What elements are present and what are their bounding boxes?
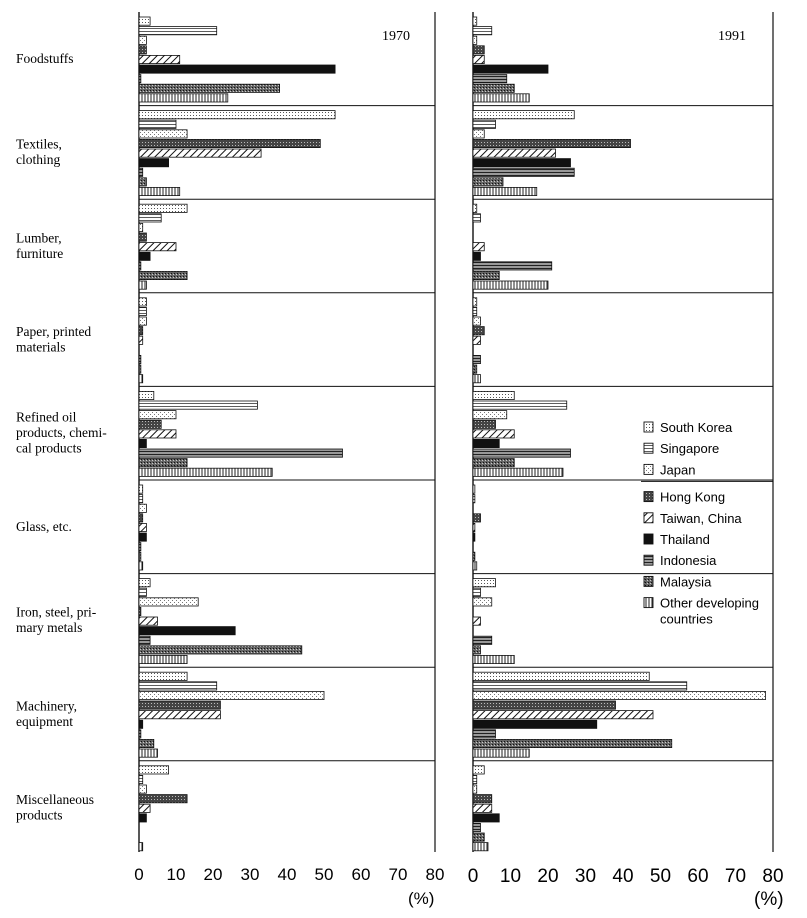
x-tick-label: 20 xyxy=(203,865,223,884)
bar xyxy=(473,204,477,212)
bar xyxy=(139,307,146,315)
legend-swatch xyxy=(644,422,653,432)
bar xyxy=(139,730,141,738)
year-label-1970: 1970 xyxy=(382,29,410,44)
category-label xyxy=(16,324,91,355)
bar xyxy=(139,804,150,812)
bar xyxy=(473,75,507,83)
bar xyxy=(139,607,141,615)
bar xyxy=(139,317,146,325)
category-label xyxy=(16,137,62,168)
category-label-line: mary metals xyxy=(16,620,83,636)
bar xyxy=(473,243,484,251)
x-tick-label: 60 xyxy=(351,865,371,884)
bar xyxy=(139,187,180,195)
x-ticks-1970 xyxy=(134,865,444,884)
legend xyxy=(641,420,773,627)
category-label xyxy=(16,605,97,636)
bar xyxy=(473,317,481,325)
bar xyxy=(139,523,146,531)
bar xyxy=(473,598,492,606)
year-label-1991: 1991 xyxy=(718,29,746,44)
bar xyxy=(139,55,180,63)
bar xyxy=(139,655,187,663)
category-label-line: materials xyxy=(16,339,66,355)
bar xyxy=(473,459,514,467)
bar xyxy=(139,682,217,690)
bar xyxy=(139,646,302,654)
bar xyxy=(473,111,574,119)
bar xyxy=(139,711,220,719)
bar xyxy=(473,655,514,663)
legend-label-line: Malaysia xyxy=(660,574,712,590)
bar xyxy=(473,552,475,560)
bar xyxy=(473,159,571,167)
category-label-line: Paper, printed xyxy=(16,323,92,339)
bar xyxy=(139,701,220,709)
bar xyxy=(139,843,143,851)
x-tick-label: 40 xyxy=(277,865,297,884)
category-label-line: Iron, steel, pri- xyxy=(16,604,97,620)
bar xyxy=(473,411,507,419)
bar xyxy=(473,588,481,596)
bar xyxy=(139,243,176,251)
legend-label xyxy=(660,553,717,568)
legend-label xyxy=(660,490,725,505)
x-tick-label: 30 xyxy=(240,865,260,884)
bar xyxy=(473,55,484,63)
bar xyxy=(139,766,169,774)
bar xyxy=(473,27,492,35)
x-tick-label: 20 xyxy=(537,866,559,887)
legend-label-line: Singapore xyxy=(660,441,720,457)
bar xyxy=(473,495,475,503)
category-label-line: Glass, etc. xyxy=(16,518,72,534)
bar xyxy=(473,766,484,774)
category-label-line: Miscellaneous xyxy=(16,791,94,807)
bar xyxy=(473,672,649,680)
bar xyxy=(473,711,653,719)
bar xyxy=(473,730,496,738)
bar xyxy=(473,514,481,522)
bar xyxy=(473,636,492,644)
x-tick-label: 70 xyxy=(388,865,408,884)
legend-label-line: Other developing xyxy=(660,595,760,611)
bar xyxy=(473,252,481,260)
bar xyxy=(139,814,146,822)
bar xyxy=(139,271,187,279)
legend-label xyxy=(660,511,742,526)
bar xyxy=(139,84,280,92)
bar xyxy=(139,214,161,222)
bar xyxy=(473,281,548,289)
bar xyxy=(473,775,477,783)
bar xyxy=(139,36,146,44)
bar xyxy=(473,139,631,147)
category-label-line: Refined oil xyxy=(16,409,77,425)
bar xyxy=(473,65,548,73)
category-label-line: furniture xyxy=(16,245,64,261)
bar xyxy=(473,262,552,270)
bar xyxy=(139,139,320,147)
bar xyxy=(473,355,481,363)
bar xyxy=(139,514,143,522)
bar xyxy=(473,785,477,793)
bar xyxy=(473,365,477,373)
category-label-line: products, chemi- xyxy=(16,425,107,441)
x-tick-label: 10 xyxy=(166,865,186,884)
bar xyxy=(139,411,176,419)
category-label xyxy=(16,519,72,534)
bar xyxy=(139,785,146,793)
category-label-line: Machinery, xyxy=(16,698,77,714)
bar xyxy=(473,814,499,822)
x-tick-label: 30 xyxy=(574,866,597,887)
legend-swatch xyxy=(644,598,653,608)
bar xyxy=(473,804,492,812)
legend-label xyxy=(660,441,719,456)
x-tick-label: 10 xyxy=(499,866,522,887)
bar xyxy=(139,391,154,399)
legend-swatch xyxy=(644,534,653,544)
bar xyxy=(473,420,496,428)
category-label xyxy=(16,698,77,729)
bar xyxy=(139,375,143,383)
category-label xyxy=(16,51,74,66)
bar xyxy=(139,627,235,635)
bar xyxy=(473,149,556,157)
bar xyxy=(139,449,343,457)
category-label-line: Lumber, xyxy=(16,230,62,246)
legend-swatch xyxy=(644,576,653,586)
bar xyxy=(473,562,477,570)
legend-label xyxy=(660,574,712,589)
category-label xyxy=(16,410,107,456)
bar xyxy=(473,178,503,186)
bar xyxy=(139,327,143,335)
bar xyxy=(473,691,766,699)
bar xyxy=(139,233,146,241)
legend-label-line: Thailand xyxy=(660,532,710,547)
bar xyxy=(473,468,563,476)
bar xyxy=(139,562,143,570)
bar xyxy=(139,168,143,176)
bar xyxy=(139,430,176,438)
bar xyxy=(139,691,324,699)
category-label-line: cal products xyxy=(16,440,82,456)
bar xyxy=(139,775,143,783)
bar xyxy=(473,430,514,438)
bar xyxy=(139,598,198,606)
category-labels xyxy=(16,51,107,823)
bar xyxy=(139,468,272,476)
bar xyxy=(473,682,687,690)
category-label-line: equipment xyxy=(16,713,73,729)
bar xyxy=(139,17,150,25)
x-tick-label: 60 xyxy=(687,866,709,887)
bar xyxy=(139,739,154,747)
bar xyxy=(139,178,146,186)
bar xyxy=(139,94,228,102)
category-label-line: clothing xyxy=(16,152,61,168)
bar xyxy=(139,111,335,119)
bar xyxy=(139,120,176,128)
legend-label-line: countries xyxy=(660,611,713,627)
bar xyxy=(473,307,477,315)
x-tick-label: 0 xyxy=(134,865,144,884)
bar xyxy=(139,159,169,167)
bar xyxy=(139,749,158,757)
category-label xyxy=(16,792,94,823)
bar xyxy=(139,795,187,803)
bar xyxy=(139,720,143,728)
x-unit-1970: (%) xyxy=(408,889,435,908)
bar xyxy=(139,336,143,344)
bar xyxy=(139,75,141,83)
bar xyxy=(139,365,141,373)
x-unit-1991: (%) xyxy=(754,889,784,910)
x-tick-label: 80 xyxy=(762,866,784,887)
x-tick-label: 80 xyxy=(425,865,445,884)
x-ticks-1991 xyxy=(468,866,784,887)
bar xyxy=(139,355,141,363)
category-label-line: Textiles, xyxy=(16,136,62,152)
bars-1970 xyxy=(139,17,343,851)
bar xyxy=(139,298,146,306)
bar xyxy=(139,65,335,73)
bar xyxy=(139,485,143,493)
bar xyxy=(139,459,187,467)
legend-label xyxy=(660,462,695,477)
bar xyxy=(139,588,146,596)
bar xyxy=(139,533,146,541)
bar xyxy=(139,281,146,289)
bar xyxy=(139,130,187,138)
category-label xyxy=(16,230,63,261)
x-tick-label: 40 xyxy=(612,866,634,887)
bar xyxy=(473,646,481,654)
bar xyxy=(473,701,616,709)
bar xyxy=(473,17,477,25)
legend-label xyxy=(660,596,759,627)
bar xyxy=(139,149,261,157)
bar xyxy=(139,552,141,560)
legend-label xyxy=(660,420,733,435)
bar xyxy=(473,617,481,625)
bar xyxy=(139,495,143,503)
legend-swatch xyxy=(644,443,653,453)
bar xyxy=(473,449,571,457)
legend-swatch xyxy=(644,492,653,502)
bar xyxy=(473,84,514,92)
x-tick-label: 70 xyxy=(724,866,747,887)
bar xyxy=(473,168,574,176)
bar xyxy=(139,401,257,409)
bar xyxy=(473,391,514,399)
legend-label-line: Indonesia xyxy=(660,553,717,569)
bar xyxy=(139,636,150,644)
bar xyxy=(139,252,150,260)
bar xyxy=(473,401,567,409)
bar xyxy=(473,579,496,587)
bar xyxy=(473,823,481,831)
legend-label xyxy=(660,532,710,547)
bar xyxy=(473,94,529,102)
legend-label-line: South Korea xyxy=(660,420,733,435)
legend-label-line: Japan xyxy=(660,462,696,478)
legend-swatch xyxy=(644,513,653,523)
bar xyxy=(473,439,499,447)
bar xyxy=(139,579,150,587)
bar xyxy=(473,120,496,128)
bar xyxy=(139,617,158,625)
legend-swatch xyxy=(644,464,653,474)
legend-label-line: Taiwan, China xyxy=(660,510,742,526)
bar xyxy=(473,336,481,344)
bar xyxy=(139,27,217,35)
bar xyxy=(139,204,187,212)
bar xyxy=(139,504,146,512)
bar xyxy=(473,485,475,493)
x-tick-label: 50 xyxy=(314,865,334,884)
bar xyxy=(473,843,488,851)
bar xyxy=(473,130,484,138)
bar xyxy=(139,439,146,447)
bar xyxy=(473,533,475,541)
bar xyxy=(473,749,529,757)
bar xyxy=(139,223,143,231)
x-tick-label: 0 xyxy=(467,866,479,887)
bar xyxy=(139,543,141,551)
bar xyxy=(473,298,477,306)
bar xyxy=(473,833,484,841)
bar xyxy=(473,523,475,531)
bar xyxy=(473,214,481,222)
x-tick-label: 50 xyxy=(649,866,672,887)
bar xyxy=(139,672,187,680)
bar xyxy=(473,46,484,54)
bar xyxy=(473,375,481,383)
bar xyxy=(139,420,161,428)
bar xyxy=(473,327,484,335)
category-label-line: Foodstuffs xyxy=(16,50,74,66)
bar xyxy=(473,36,477,44)
bar xyxy=(473,271,499,279)
legend-label-line: Hong Kong xyxy=(660,489,726,505)
bar xyxy=(473,187,537,195)
category-label-line: products xyxy=(16,807,63,823)
bar xyxy=(473,720,597,728)
legend-swatch xyxy=(644,555,653,565)
bar xyxy=(139,46,146,54)
bar xyxy=(139,262,141,270)
bar xyxy=(473,795,492,803)
bar xyxy=(473,739,672,747)
